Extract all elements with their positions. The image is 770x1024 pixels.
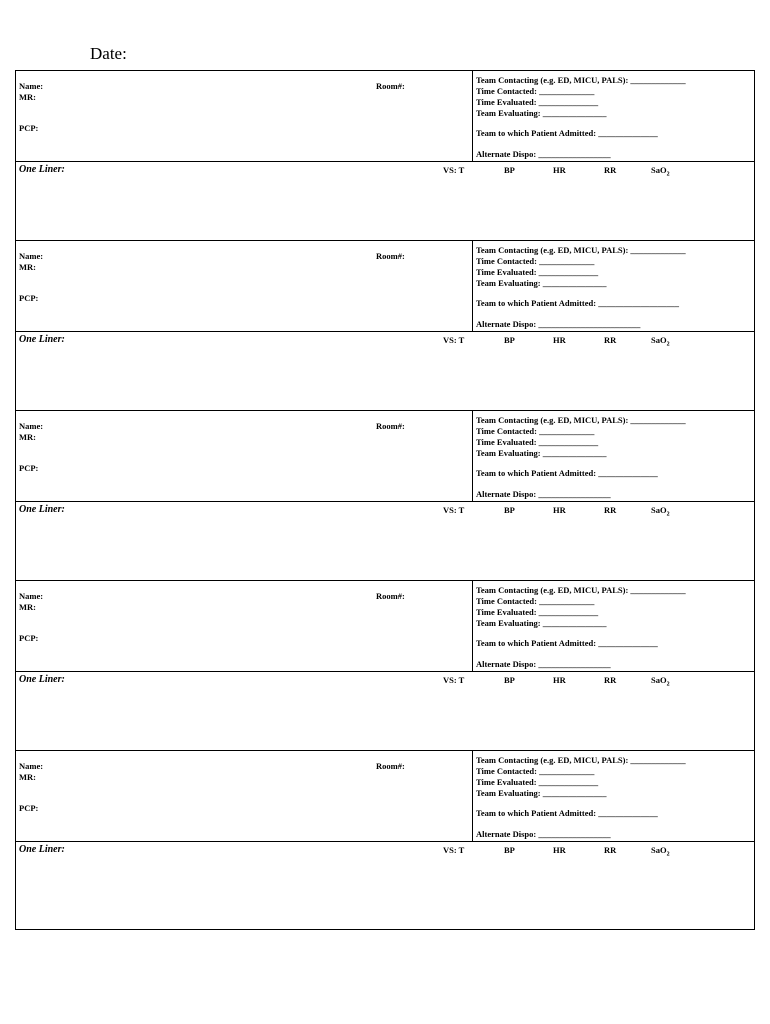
team-admitted-label: Team to which Patient Admitted: ______________ bbox=[476, 808, 658, 818]
rr-label: RR bbox=[604, 675, 617, 685]
section-divider-horizontal bbox=[16, 841, 754, 842]
team-admitted-label: Team to which Patient Admitted: ___________________ bbox=[476, 298, 679, 308]
patient-info-section bbox=[16, 71, 754, 161]
time-evaluated-label: Time Evaluated: ______________ bbox=[476, 777, 599, 787]
name-label: Name: bbox=[19, 761, 44, 771]
section-divider-vertical bbox=[472, 411, 473, 501]
name-label: Name: bbox=[19, 251, 44, 261]
team-admitted-label: Team to which Patient Admitted: ______________ bbox=[476, 468, 658, 478]
pcp-label: PCP: bbox=[19, 123, 39, 133]
vs-t-label: VS: T bbox=[443, 505, 465, 515]
vs-t-label: VS: T bbox=[443, 165, 465, 175]
alternate-dispo-label: Alternate Dispo: _________________ bbox=[476, 149, 611, 159]
patient-entry bbox=[16, 411, 754, 581]
one-liner-label: One Liner: bbox=[19, 164, 65, 175]
sao2-label bbox=[651, 335, 670, 348]
section-divider-horizontal bbox=[16, 161, 754, 162]
sao2-label bbox=[651, 675, 670, 688]
pcp-label: PCP: bbox=[19, 293, 39, 303]
bp-label: BP bbox=[504, 505, 515, 515]
sao-subscript: 2 bbox=[666, 681, 670, 688]
sao-text: SaO bbox=[651, 335, 667, 345]
time-evaluated-label: Time Evaluated: ______________ bbox=[476, 267, 599, 277]
team-evaluating-label: Team Evaluating: _______________ bbox=[476, 618, 607, 628]
team-evaluating-label: Team Evaluating: _______________ bbox=[476, 108, 607, 118]
name-label: Name: bbox=[19, 421, 44, 431]
patient-entry bbox=[16, 241, 754, 411]
time-evaluated-label: Time Evaluated: ______________ bbox=[476, 437, 599, 447]
alternate-dispo-label: Alternate Dispo: _________________ bbox=[476, 659, 611, 669]
mr-label: MR: bbox=[19, 602, 36, 612]
mr-label: MR: bbox=[19, 432, 36, 442]
sao2-label bbox=[651, 505, 670, 518]
patient-info-section bbox=[16, 411, 754, 501]
team-evaluating-label: Team Evaluating: _______________ bbox=[476, 278, 607, 288]
hr-label: HR bbox=[553, 165, 566, 175]
team-contacting-label: Team Contacting (e.g. ED, MICU, PALS): _____________ bbox=[476, 415, 686, 425]
pcp-label: PCP: bbox=[19, 463, 39, 473]
time-evaluated-label: Time Evaluated: ______________ bbox=[476, 97, 599, 107]
rr-label: RR bbox=[604, 165, 617, 175]
team-contacting-label: Team Contacting (e.g. ED, MICU, PALS): _____________ bbox=[476, 585, 686, 595]
sao-subscript: 2 bbox=[666, 171, 670, 178]
time-evaluated-label: Time Evaluated: ______________ bbox=[476, 607, 599, 617]
patient-info-section bbox=[16, 581, 754, 671]
sao2-label bbox=[651, 845, 670, 858]
time-contacted-label: Time Contacted: _____________ bbox=[476, 766, 595, 776]
bp-label: BP bbox=[504, 335, 515, 345]
sao-subscript: 2 bbox=[666, 851, 670, 858]
team-evaluating-label: Team Evaluating: _______________ bbox=[476, 448, 607, 458]
patient-info-section bbox=[16, 241, 754, 331]
sao-text: SaO bbox=[651, 845, 667, 855]
bp-label: BP bbox=[504, 675, 515, 685]
sao-text: SaO bbox=[651, 675, 667, 685]
section-divider-vertical bbox=[472, 71, 473, 161]
name-label: Name: bbox=[19, 81, 44, 91]
pcp-label: PCP: bbox=[19, 633, 39, 643]
sao2-label bbox=[651, 165, 670, 178]
patient-sign-out-form bbox=[15, 70, 755, 930]
one-liner-label: One Liner: bbox=[19, 504, 65, 515]
rr-label: RR bbox=[604, 335, 617, 345]
team-contacting-label: Team Contacting (e.g. ED, MICU, PALS): _____________ bbox=[476, 755, 686, 765]
time-contacted-label: Time Contacted: _____________ bbox=[476, 86, 595, 96]
patient-info-section bbox=[16, 751, 754, 841]
room-label: Room#: bbox=[376, 591, 405, 601]
section-divider-horizontal bbox=[16, 671, 754, 672]
one-liner-label: One Liner: bbox=[19, 334, 65, 345]
vs-t-label: VS: T bbox=[443, 675, 465, 685]
patient-entry bbox=[16, 581, 754, 751]
hr-label: HR bbox=[553, 505, 566, 515]
team-admitted-label: Team to which Patient Admitted: ______________ bbox=[476, 128, 658, 138]
patient-entry bbox=[16, 751, 754, 931]
one-liner-label: One Liner: bbox=[19, 844, 65, 855]
patient-entry bbox=[16, 71, 754, 241]
hr-label: HR bbox=[553, 335, 566, 345]
sao-subscript: 2 bbox=[666, 341, 670, 348]
section-divider-vertical bbox=[472, 751, 473, 841]
date-label: Date: bbox=[90, 44, 127, 63]
mr-label: MR: bbox=[19, 772, 36, 782]
team-admitted-label: Team to which Patient Admitted: ______________ bbox=[476, 638, 658, 648]
sao-text: SaO bbox=[651, 165, 667, 175]
section-divider-horizontal bbox=[16, 331, 754, 332]
room-label: Room#: bbox=[376, 761, 405, 771]
hr-label: HR bbox=[553, 675, 566, 685]
section-divider-vertical bbox=[472, 241, 473, 331]
pcp-label: PCP: bbox=[19, 803, 39, 813]
one-liner-label: One Liner: bbox=[19, 674, 65, 685]
mr-label: MR: bbox=[19, 92, 36, 102]
rr-label: RR bbox=[604, 505, 617, 515]
team-contacting-label: Team Contacting (e.g. ED, MICU, PALS): _____________ bbox=[476, 75, 686, 85]
alternate-dispo-label: Alternate Dispo: _________________ bbox=[476, 489, 611, 499]
name-label: Name: bbox=[19, 591, 44, 601]
room-label: Room#: bbox=[376, 421, 405, 431]
room-label: Room#: bbox=[376, 81, 405, 91]
hr-label: HR bbox=[553, 845, 566, 855]
alternate-dispo-label: Alternate Dispo: _________________ bbox=[476, 829, 611, 839]
rr-label: RR bbox=[604, 845, 617, 855]
section-divider-horizontal bbox=[16, 501, 754, 502]
bp-label: BP bbox=[504, 845, 515, 855]
vs-t-label: VS: T bbox=[443, 335, 465, 345]
time-contacted-label: Time Contacted: _____________ bbox=[476, 256, 595, 266]
sao-subscript: 2 bbox=[666, 511, 670, 518]
alternate-dispo-label: Alternate Dispo: ________________________ bbox=[476, 319, 641, 329]
section-divider-vertical bbox=[472, 581, 473, 671]
time-contacted-label: Time Contacted: _____________ bbox=[476, 426, 595, 436]
room-label: Room#: bbox=[376, 251, 405, 261]
bp-label: BP bbox=[504, 165, 515, 175]
team-evaluating-label: Team Evaluating: _______________ bbox=[476, 788, 607, 798]
vs-t-label: VS: T bbox=[443, 845, 465, 855]
team-contacting-label: Team Contacting (e.g. ED, MICU, PALS): _____________ bbox=[476, 245, 686, 255]
time-contacted-label: Time Contacted: _____________ bbox=[476, 596, 595, 606]
sao-text: SaO bbox=[651, 505, 667, 515]
mr-label: MR: bbox=[19, 262, 36, 272]
